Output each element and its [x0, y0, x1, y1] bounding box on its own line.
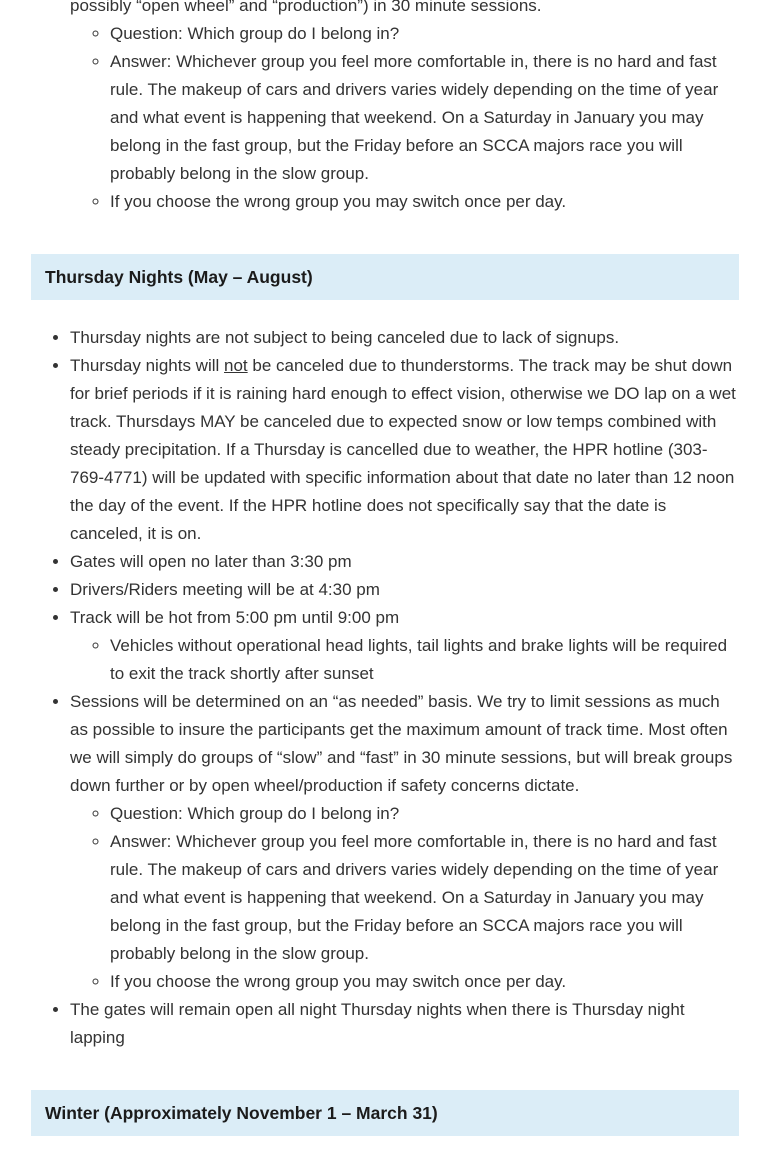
- list-item-answer: ◦ Answer: Whichever group you feel more comfortable in, there is no hard and fast rule. The makeup of cars and drivers varies widely depending on the time of year and what event is happening that weekend. On a Saturday in January you may belong in the fast group, but the Friday before an SCCA majors race you will probably belong in the slow group.: [110, 48, 740, 188]
- thursday-group-qa-list: [70, 800, 740, 996]
- list-item-track-hot-hours: [70, 604, 740, 688]
- list-item-gates-overnight: • The gates will remain open all night Thursday nights when there is Thursday night lapping: [70, 996, 740, 1052]
- sessions-policy-text: Sessions will be determined on an “as needed” basis. We try to limit sessions as much as possible to insure the participants get the maximum amount of track time. Most often we will simply do groups of “slow” and “fast” in 30 minute sessions, but will break groups down further or by open wheel/production if safety concerns dictate.: [70, 692, 733, 795]
- list-item-question: ◦ Question: Which group do I belong in?: [110, 800, 740, 828]
- track-hot-text: Track will be hot from 5:00 pm until 9:00 pm: [70, 608, 400, 627]
- weather-text-post: be canceled due to thunderstorms. The track may be shut down for brief periods if it is raining hard enough to effect vision, otherwise we DO lap on a wet track. Thursdays MAY be canceled due to expected snow or low temps combined with steady precipitation. If a Thursday is cancelled due to weather, the HPR hotline (303-769-4771) will be updated with specific information about that date no later than 12 noon the day of the event. If the HPR hotline does not specifically say that the date is canceled, it is on.: [70, 356, 736, 543]
- weather-text-pre: Thursday nights will: [70, 356, 225, 375]
- intro-group-qa-list: [70, 20, 740, 216]
- list-item-lights-requirement: ◦ Vehicles without operational head lights, tail lights and brake lights will be required to exit the track shortly after sunset: [110, 632, 740, 688]
- list-item-gates-open-time: • Gates will open no later than 3:30 pm: [70, 548, 740, 576]
- list-item-switch-groups: ◦ If you choose the wrong group you may switch once per day.: [110, 968, 740, 996]
- list-item-sessions-policy: [70, 688, 740, 996]
- list-item-weather-policy: [70, 352, 740, 548]
- thursday-nights-list: [30, 324, 740, 1052]
- track-hot-sublist: [70, 632, 740, 688]
- sessions-continuation-text: possibly “open wheel” and “production”) in 30 minute sessions.: [70, 0, 542, 15]
- list-item-signups: • Thursday nights are not subject to being canceled due to lack of signups.: [70, 324, 740, 352]
- section-heading-thursday-nights: Thursday Nights (May – August): [31, 254, 739, 300]
- weather-text-underlined-not: not: [224, 356, 248, 375]
- section-heading-winter: Winter (Approximately November 1 – March 31): [31, 1090, 739, 1136]
- list-item-switch-groups: ◦ If you choose the wrong group you may switch once per day.: [110, 188, 740, 216]
- list-item-drivers-meeting: • Drivers/Riders meeting will be at 4:30 pm: [70, 576, 740, 604]
- list-item-question: ◦ Question: Which group do I belong in?: [110, 20, 740, 48]
- list-item-answer: ◦ Answer: Whichever group you feel more comfortable in, there is no hard and fast rule. The makeup of cars and drivers varies widely depending on the time of year and what event is happening that weekend. On a Saturday in January you may belong in the fast group, but the Friday before an SCCA majors race you will probably belong in the slow group.: [110, 828, 740, 968]
